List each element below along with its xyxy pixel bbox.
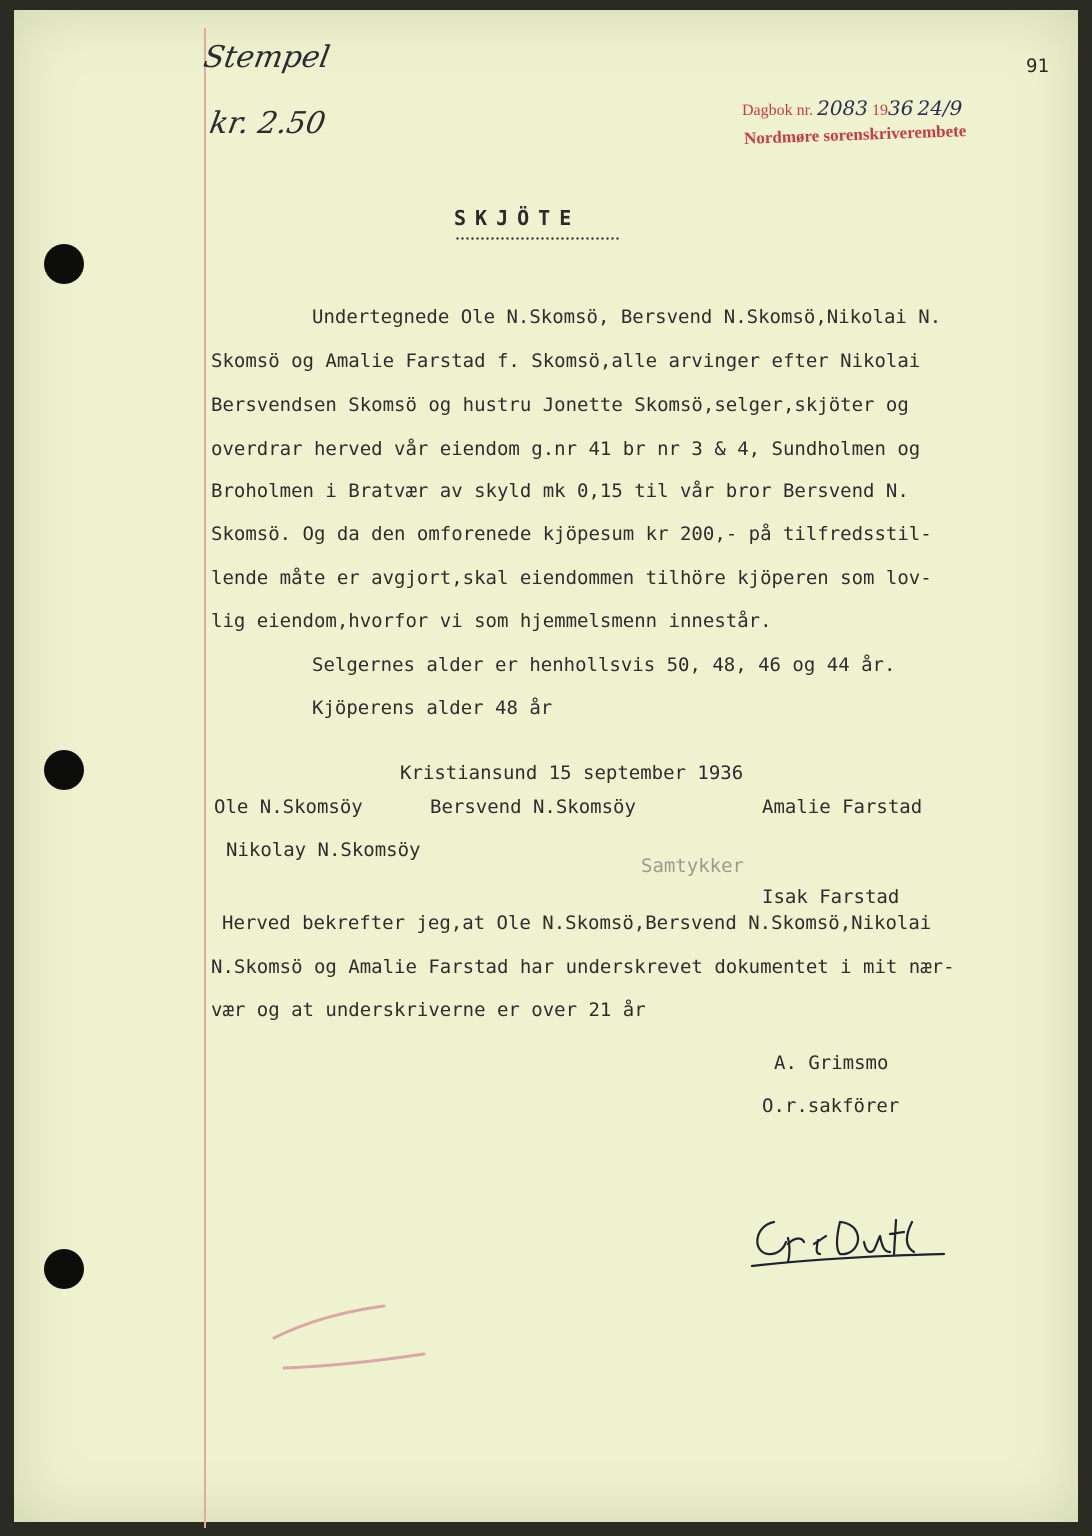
stamp-year-suffix: 36 (888, 96, 914, 120)
place-date: Kristiansund 15 september 1936 (400, 762, 744, 784)
stamp-office: Nordmøre sorenskriverembete (743, 121, 967, 148)
body-line-1: Undertegnede Ole N.Skomsö, Bersvend N.Skomsö,Nikolai N. (312, 306, 942, 328)
buyer-age: Kjöperens alder 48 år (312, 697, 553, 719)
body-line-6: Skomsö. Og da den omforenede kjöpesum kr 200,- på tilfredsstil- (211, 523, 932, 545)
sellers-age: Selgernes alder er henhollsvis 50, 48, 46 og 44 år. (312, 654, 896, 676)
body-line-7: lende måte er avgjort,skal eiendommen tilhöre kjöperen som lov- (211, 567, 932, 589)
body-line-5: Broholmen i Bratvær av skyld mk 0,15 til vår bror Bersvend N. (211, 480, 909, 502)
attest-line-2: N.Skomsö og Amalie Farstad har underskrevet dokumentet i mit nær- (211, 956, 955, 978)
attester-title: O.r.sakförer (762, 1095, 900, 1117)
attester-name: A. Grimsmo (774, 1052, 889, 1074)
consent-label: Samtykker (641, 855, 744, 877)
body-line-3: Bersvendsen Skomsö og hustru Jonette Skomsö,selger,skjöter og (211, 394, 909, 416)
punch-hole-middle (44, 750, 84, 790)
margin-note-line2: kr. 2.50 (206, 106, 329, 141)
page-number: 91 (1026, 55, 1049, 77)
document-title: SKJÖTE (454, 206, 581, 230)
body-line-8: lig eiendom,hvorfor vi som hjemmelsmenn innestår. (211, 610, 772, 632)
signatory-bersvend: Bersvend N.Skomsöy (430, 796, 636, 818)
signatory-amalie: Amalie Farstad (762, 796, 923, 818)
punch-hole-top (44, 244, 84, 284)
red-pencil-stroke (254, 1298, 434, 1388)
margin-line (204, 28, 206, 1528)
consent-name: Isak Farstad (762, 886, 900, 908)
title-underline (455, 237, 621, 240)
signatory-nikolay: Nikolay N.Skomsöy (226, 839, 421, 861)
signatory-ole: Ole N.Skomsöy (214, 796, 363, 818)
stamp-number: 2083 (817, 96, 869, 120)
stamp-year-prefix: 19 (872, 102, 889, 119)
attest-line-3: vær og at underskriverne er over 21 år (211, 999, 646, 1021)
handwritten-signature (744, 1210, 984, 1280)
document-page (14, 10, 1078, 1522)
stamp-prefix: Dagbok nr. (742, 102, 814, 119)
stamp-date: 24/9 (917, 96, 963, 120)
attest-line-1: Herved bekrefter jeg,at Ole N.Skomsö,Bersvend N.Skomsö,Nikolai (222, 912, 932, 934)
body-line-2: Skomsö og Amalie Farstad f. Skomsö,alle arvinger efter Nikolai (211, 350, 921, 372)
punch-hole-bottom (44, 1249, 84, 1289)
margin-note-line1: Stempel (200, 40, 333, 75)
journal-stamp (742, 96, 962, 120)
body-line-4: overdrar herved vår eiendom g.nr 41 br nr 3 & 4, Sundholmen og (211, 438, 921, 460)
